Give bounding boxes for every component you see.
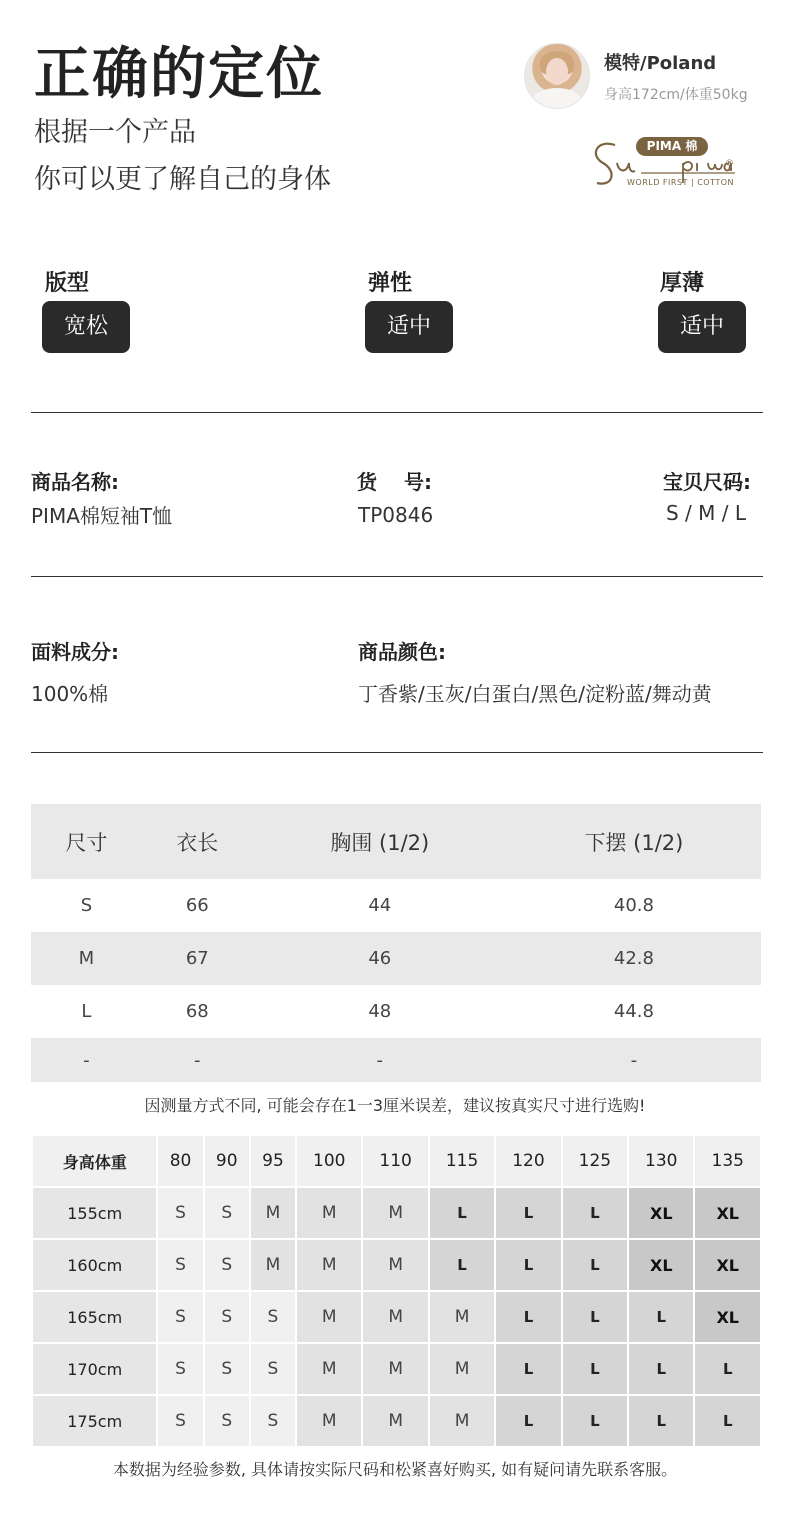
- product-name-label: 商品名称:: [31, 470, 119, 494]
- size-cell: M: [363, 1292, 427, 1342]
- size-cell: L: [695, 1396, 760, 1446]
- table-cell: -: [253, 1038, 507, 1082]
- table-cell: L: [81, 1001, 92, 1022]
- size-cell: L: [629, 1396, 693, 1446]
- size-cell: S: [158, 1240, 202, 1290]
- size-table: [31, 804, 761, 1082]
- supima-tagline: WORLD FIRST | COTTON: [627, 178, 734, 187]
- size-cell: M: [363, 1344, 427, 1394]
- page-title: 正确的定位: [34, 42, 324, 107]
- size-list-label: 宝贝尺码:: [663, 470, 751, 494]
- divider: [31, 412, 763, 413]
- page-subtitle-1: 根据一个产品: [34, 117, 196, 148]
- disclaimer-note: 本数据为经验参数, 具体请按实际尺码和松紧喜好购买, 如有疑问请先联系客服。: [112, 1460, 678, 1479]
- size-cell: XL: [629, 1240, 693, 1290]
- weight-header: 115: [430, 1136, 494, 1186]
- size-recommendation-table: [31, 1134, 762, 1448]
- table-cell: 68: [185, 1001, 209, 1022]
- table-cell: S: [80, 895, 93, 916]
- weight-header: 100: [297, 1136, 361, 1186]
- size-table-header-cell: 尺寸: [31, 804, 142, 879]
- size-cell: L: [496, 1240, 560, 1290]
- size-cell: M: [297, 1344, 361, 1394]
- weight-header: 120: [496, 1136, 560, 1186]
- size-cell: S: [251, 1344, 295, 1394]
- size-cell: L: [496, 1344, 560, 1394]
- divider: [31, 752, 763, 753]
- recommend-header-row: [33, 1136, 760, 1186]
- size-cell: S: [205, 1188, 249, 1238]
- fabric-value: 100%棉: [31, 682, 109, 706]
- weight-header: 90: [205, 1136, 249, 1186]
- size-cell: M: [251, 1188, 295, 1238]
- size-cell: S: [205, 1396, 249, 1446]
- size-cell: XL: [629, 1188, 693, 1238]
- table-row: [33, 1240, 760, 1290]
- size-cell: XL: [695, 1240, 760, 1290]
- height-label: 175cm: [33, 1396, 156, 1446]
- table-cell: 48: [368, 1001, 392, 1022]
- table-row: [33, 1188, 760, 1238]
- size-cell: M: [297, 1240, 361, 1290]
- table-cell: 46: [253, 932, 507, 985]
- pima-badge: PIMA 棉: [636, 137, 708, 156]
- weight-header: 125: [563, 1136, 627, 1186]
- attr-pill-fit: 宽松: [42, 301, 130, 353]
- weight-header: 130: [629, 1136, 693, 1186]
- table-cell: -: [31, 1038, 142, 1082]
- size-cell: M: [251, 1240, 295, 1290]
- size-cell: S: [251, 1292, 295, 1342]
- table-cell: -: [507, 1038, 761, 1082]
- table-row: [33, 1292, 760, 1342]
- attr-pill-thickness: 适中: [658, 301, 746, 353]
- size-cell: M: [363, 1188, 427, 1238]
- size-table-header-cell: 衣长: [142, 804, 253, 879]
- table-row: [33, 1396, 760, 1446]
- table-cell: 67: [142, 932, 253, 985]
- height-label: 165cm: [33, 1292, 156, 1342]
- table-row: [33, 1344, 760, 1394]
- size-cell: S: [158, 1396, 202, 1446]
- size-table-header-cell: 胸围 (1/2): [253, 804, 507, 879]
- size-cell: L: [563, 1344, 627, 1394]
- recommend-corner-label: 身高体重: [33, 1136, 156, 1186]
- divider: [31, 576, 763, 577]
- supima-reg-mark: ®: [725, 159, 734, 169]
- table-cell: 40.8: [613, 895, 654, 916]
- size-cell: S: [205, 1240, 249, 1290]
- height-label: 160cm: [33, 1240, 156, 1290]
- table-cell: M: [31, 932, 142, 985]
- product-name-value: PIMA棉短袖T恤: [31, 504, 173, 528]
- table-row: [31, 879, 761, 932]
- size-cell: M: [363, 1396, 427, 1446]
- product-code-value: TP0846: [358, 503, 434, 527]
- page-subtitle-2: 你可以更了解自己的身体: [34, 164, 331, 195]
- size-cell: S: [158, 1188, 202, 1238]
- weight-header: 110: [363, 1136, 427, 1186]
- model-info: 身高172cm/体重50kg: [604, 87, 748, 103]
- height-label: 155cm: [33, 1188, 156, 1238]
- size-cell: L: [496, 1396, 560, 1446]
- product-code-label: 货 号:: [357, 470, 432, 494]
- table-row: [31, 1038, 761, 1082]
- size-table-header: [31, 804, 761, 879]
- attr-label-elasticity: 弹性: [368, 271, 413, 296]
- measurement-note: 因测量方式不同, 可能会存在1一3厘米误差，建议按真实尺寸进行选购!: [144, 1096, 646, 1115]
- table-row: [31, 985, 761, 1038]
- size-cell: S: [205, 1292, 249, 1342]
- size-cell: S: [251, 1396, 295, 1446]
- attr-pill-elasticity: 适中: [365, 301, 453, 353]
- size-cell: M: [430, 1344, 494, 1394]
- weight-header: 80: [158, 1136, 202, 1186]
- size-cell: M: [297, 1188, 361, 1238]
- size-cell: L: [563, 1240, 627, 1290]
- size-cell: L: [430, 1240, 494, 1290]
- size-cell: L: [563, 1188, 627, 1238]
- size-cell: L: [430, 1188, 494, 1238]
- color-value: 丁香紫/玉灰/白蛋白/黑色/淀粉蓝/舞动黄: [358, 682, 712, 706]
- size-cell: L: [496, 1188, 560, 1238]
- size-cell: L: [629, 1344, 693, 1394]
- size-cell: L: [496, 1292, 560, 1342]
- weight-header: 135: [695, 1136, 760, 1186]
- size-cell: L: [695, 1344, 760, 1394]
- size-cell: M: [297, 1396, 361, 1446]
- size-cell: M: [430, 1396, 494, 1446]
- model-name: 模特/Poland: [604, 53, 717, 74]
- size-table-header-cell: 下摆 (1/2): [507, 804, 761, 879]
- size-cell: S: [158, 1344, 202, 1394]
- table-cell: 44: [368, 895, 392, 916]
- attr-label-fit: 版型: [45, 271, 90, 296]
- height-label: 170cm: [33, 1344, 156, 1394]
- size-cell: S: [205, 1344, 249, 1394]
- size-cell: M: [297, 1292, 361, 1342]
- size-cell: L: [563, 1396, 627, 1446]
- size-cell: M: [430, 1292, 494, 1342]
- table-cell: 44.8: [613, 1001, 654, 1022]
- size-cell: L: [629, 1292, 693, 1342]
- attr-label-thickness: 厚薄: [660, 271, 705, 296]
- size-cell: XL: [695, 1292, 760, 1342]
- size-cell: XL: [695, 1188, 760, 1238]
- size-cell: L: [563, 1292, 627, 1342]
- recommend-body: [33, 1188, 760, 1446]
- color-label: 商品颜色:: [358, 640, 446, 664]
- table-cell: 42.8: [507, 932, 761, 985]
- size-cell: M: [363, 1240, 427, 1290]
- fabric-label: 面料成分:: [31, 640, 119, 664]
- table-cell: -: [142, 1038, 253, 1082]
- size-cell: S: [158, 1292, 202, 1342]
- table-cell: 66: [185, 895, 209, 916]
- table-row: [31, 932, 761, 985]
- model-avatar: [524, 43, 590, 109]
- size-list-value: S / M / L: [666, 501, 746, 525]
- weight-header: 95: [251, 1136, 295, 1186]
